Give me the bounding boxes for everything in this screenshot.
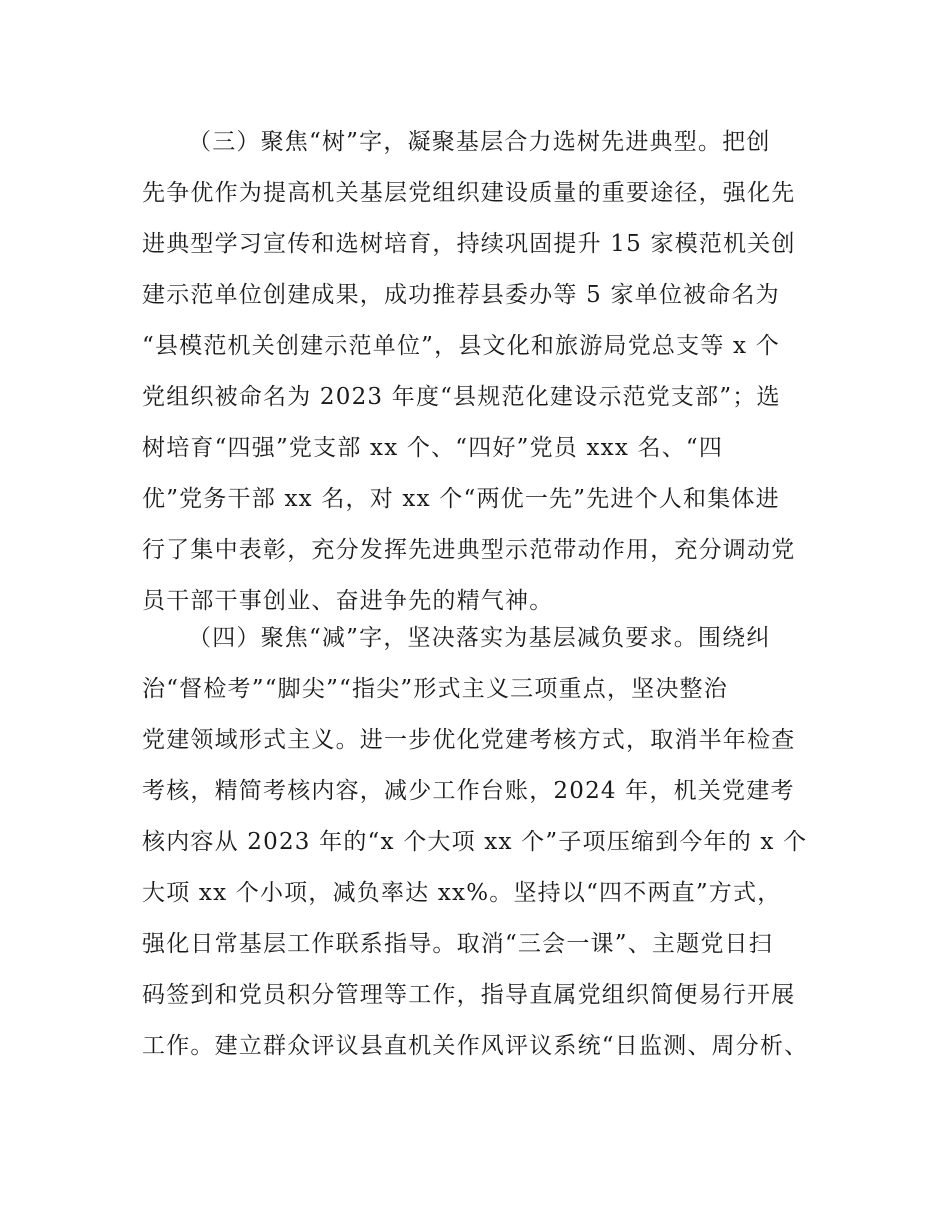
text-line: 党组织被命名为 2023 年度“县规范化建设示范党支部”；选 xyxy=(142,384,781,410)
text-line: 核内容从 2023 年的“x 个大项 xx 个”子项压缩到今年的 x 个 xyxy=(142,829,808,855)
text-line: 考核，精简考核内容，减少工作台账，2024 年，机关党建考 xyxy=(142,778,795,804)
text-line: 建示范单位创建成果，成功推荐县委办等 5 家单位被命名为 xyxy=(142,282,780,308)
text-line: （三）聚焦“树”字，凝聚基层合力选树先进典型。把创 xyxy=(188,129,771,155)
text-line: 优”党务干部 xx 名，对 xx 个“两优一先”先进个人和集体进 xyxy=(142,486,780,512)
text-line: 大项 xx 个小项，减负率达 xx%。坚持以“四不两直”方式， xyxy=(142,880,782,906)
text-line: 员干部干事创业、奋进争先的精气神。 xyxy=(142,588,554,614)
text-line: 码签到和党员积分管理等工作，指导直属党组织简便易行开展 xyxy=(142,982,796,1008)
text-line: 行了集中表彰，充分发挥先进典型示范带动作用，充分调动党 xyxy=(142,537,796,563)
text-line: （四）聚焦“减”字，坚决落实为基层减负要求。围绕纠 xyxy=(188,625,771,651)
text-line: 工作。建立群众评议县直机关作风评议系统“日监测、周分析、 xyxy=(142,1033,809,1059)
text-line: 治“督检考”“脚尖”“指尖”形式主义三项重点，坚决整治 xyxy=(142,676,728,702)
text-line: 进典型学习宣传和选树培育，持续巩固提升 15 家模范机关创 xyxy=(142,231,796,257)
text-line: 强化日常基层工作联系指导。取消“三会一课”、主题党日扫 xyxy=(142,931,773,957)
text-line: “县模范机关创建示范单位”，县文化和旅游局党总支等 x 个 xyxy=(142,333,780,359)
text-line: 党建领域形式主义。进一步优化党建考核方式，取消半年检查 xyxy=(142,727,796,753)
text-line: 树培育“四强”党支部 xx 个、“四好”党员 xxx 名、“四 xyxy=(142,435,724,461)
text-line: 先争优作为提高机关基层党组织建设质量的重要途径，强化先 xyxy=(142,180,796,206)
